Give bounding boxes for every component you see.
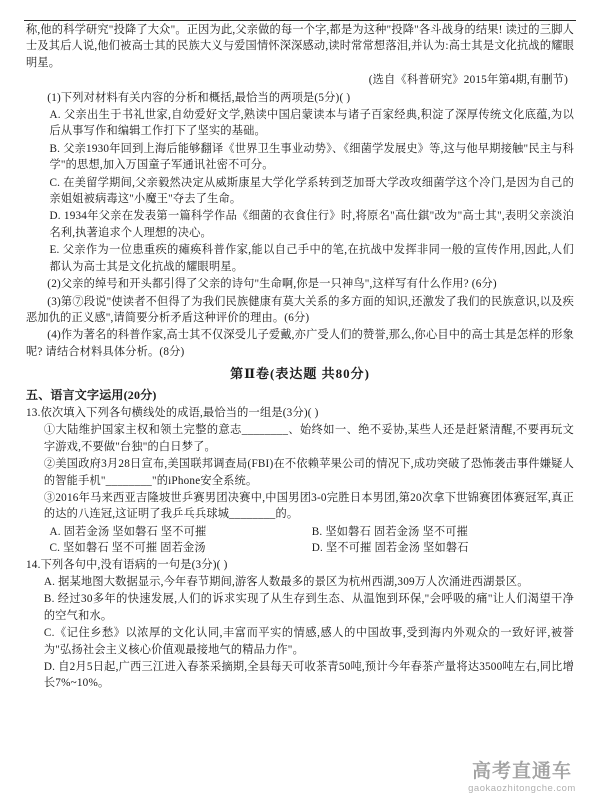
- watermark: [452, 762, 592, 794]
- question-1-option-d: D. 1934年父亲在发表第一篇科学作品《细菌的衣食住行》时,将原名"高仕錤"改为"高士其",表明父亲淡泊名利,执著追求个人理想的决心。: [49, 210, 574, 239]
- question-13-options-row-2: [26, 540, 574, 556]
- question-14-option-a: A. 据某地图大数据显示,今年春节期间,游客人数最多的景区为杭州西湖,309万人次涌进西湖景区。: [43, 576, 529, 588]
- question-13-option-b: B. 坚如磐石 固若金汤 坚不可摧: [311, 525, 469, 538]
- paper-part-title: 第Ⅱ卷(表达题 共80分): [230, 366, 370, 382]
- question-13-item-1: ①大陆维护国家主权和领土完整的意志________、始终如一、绝不妥协,某些人还是赶紧清醒,不要再玩文字游戏,不要做"台独"的白日梦了。: [43, 424, 574, 453]
- question-1-option-e: E. 父亲作为一位患重疾的瘫痪科普作家,能以自己手中的笔,在抗战中发挥非同一般的宣传作用,因此,人们都认为高士其是文化抗战的耀眼明星。: [49, 244, 574, 273]
- question-14-option-d: D. 自2月5日起,广西三江进入春茶采摘期,全县每天可收茶青50吨,预计今年春茶产量将达3500吨左右,同比增长7%~10%。: [43, 661, 574, 690]
- question-1-stem: (1)下列对材料有关内容的分析和概括,最恰当的两项是(5分)( ): [47, 91, 351, 104]
- question-13-options-row-1: [26, 524, 574, 540]
- question-13-option-d: D. 坚不可摧 固若金汤 坚如磐石: [311, 542, 469, 555]
- question-14-stem: 14.下列各句中,没有语病的一句是(3分)( ): [26, 558, 228, 571]
- question-13-item-3: ③2016年马来西亚吉隆坡世乒赛男团决赛中,中国男团3-0完胜日本男团,第20次拿下世锦赛团体赛冠军,真正的达的八连冠,这证明了我乒乓兵球城________的。: [43, 491, 574, 521]
- paragraph-intro: 称,他的科学研究"投降了大众"。正因为此,父亲做的每一个字,都是为这种"投降"各斗战身的结果! 读过的三脚人士及其后人说,他们被高士其的民族大义与爱国情怀深深感动,读时常常想落泪,并认为:高士其是文化抗战的耀眼明星。: [26, 24, 574, 69]
- document-body: [26, 22, 574, 692]
- question-1-option-c: C. 在美留学期间,父亲毅然决定从威斯康星大学化学系转到芝加哥大学改攻细菌学这个冷门,是因为自己的亲姐姐被病毒这"小魔王"夺去了生命。: [49, 176, 574, 206]
- question-13-stem: 13.依次填入下列各句横线处的成语,最恰当的一组是(3分)( ): [26, 406, 319, 419]
- question-14-option-b: B. 经过30多年的快速发展,人们的诉求实现了从生存到生态、从温饱到环保,"会呼吸的痛"让人们渴望干净的空气和水。: [43, 593, 574, 622]
- question-13-option-c: C. 坚如磐石 坚不可摧 固若金汤: [49, 542, 206, 555]
- question-1-option-b: B. 父亲1930年回到上海后能够翻译《世界卫生事业动势》、《细菌学发展史》等,这与他早期接触"民主与科学"的思想,加入万国童子军通讯社密不可分。: [49, 142, 574, 172]
- top-divider: [24, 20, 576, 21]
- question-4: (4)作为著名的科普作家,高士其不仅深受儿子爱戴,亦广受人们的赞誉,那么,你心目中的高士其是怎样的形象呢? 请结合材料具体分析。(8分): [26, 329, 574, 358]
- question-14-option-c: C.《记住乡愁》以浓厚的文化认同,丰富而平实的情感,感人的中国故事,受到海内外观众的一致好评,被誉为"弘扬社会主义核心价值观最接地气的精品力作"。: [43, 627, 574, 656]
- question-2: (2)父亲的绰号和开头都引得了父亲的诗句"生命啊,你是一只神鸟",这样写有什么作用? (6分): [47, 278, 497, 291]
- watermark-url: gaokaozhitongche.com: [468, 783, 576, 794]
- question-13-item-2: ②美国政府3月28日宣布,美国联邦调查局(FBI)在不依赖苹果公司的情况下,成功突破了恐怖袭击事件嫌疑人的智能手机"________"的iPhone安全系统。: [43, 458, 574, 487]
- section-5-title: 五、语言文字运用(20分): [26, 387, 157, 402]
- watermark-title: 高考直通车: [471, 761, 572, 782]
- question-3: (3)第⑦段说"使读者不但得了为我们民族健康有莫大关系的多方面的知识,还激发了我们的民族意识,以及疾恶加仇的正义感",请简要分析矛盾这种评价的理由。(6分): [26, 295, 574, 324]
- question-1-option-a: A. 父亲出生于书礼世家,自幼爱好文学,熟读中国启蒙读本与诸子百家经典,积淀了深厚传统文化底蕴,为以后从事写作和编辑工作打下了坚实的基础。: [49, 109, 574, 138]
- source-citation: (选自《科普研究》2015年第4期,有删节): [368, 74, 568, 87]
- question-13-option-a: A. 固若金汤 坚如磐石 坚不可摧: [49, 525, 207, 538]
